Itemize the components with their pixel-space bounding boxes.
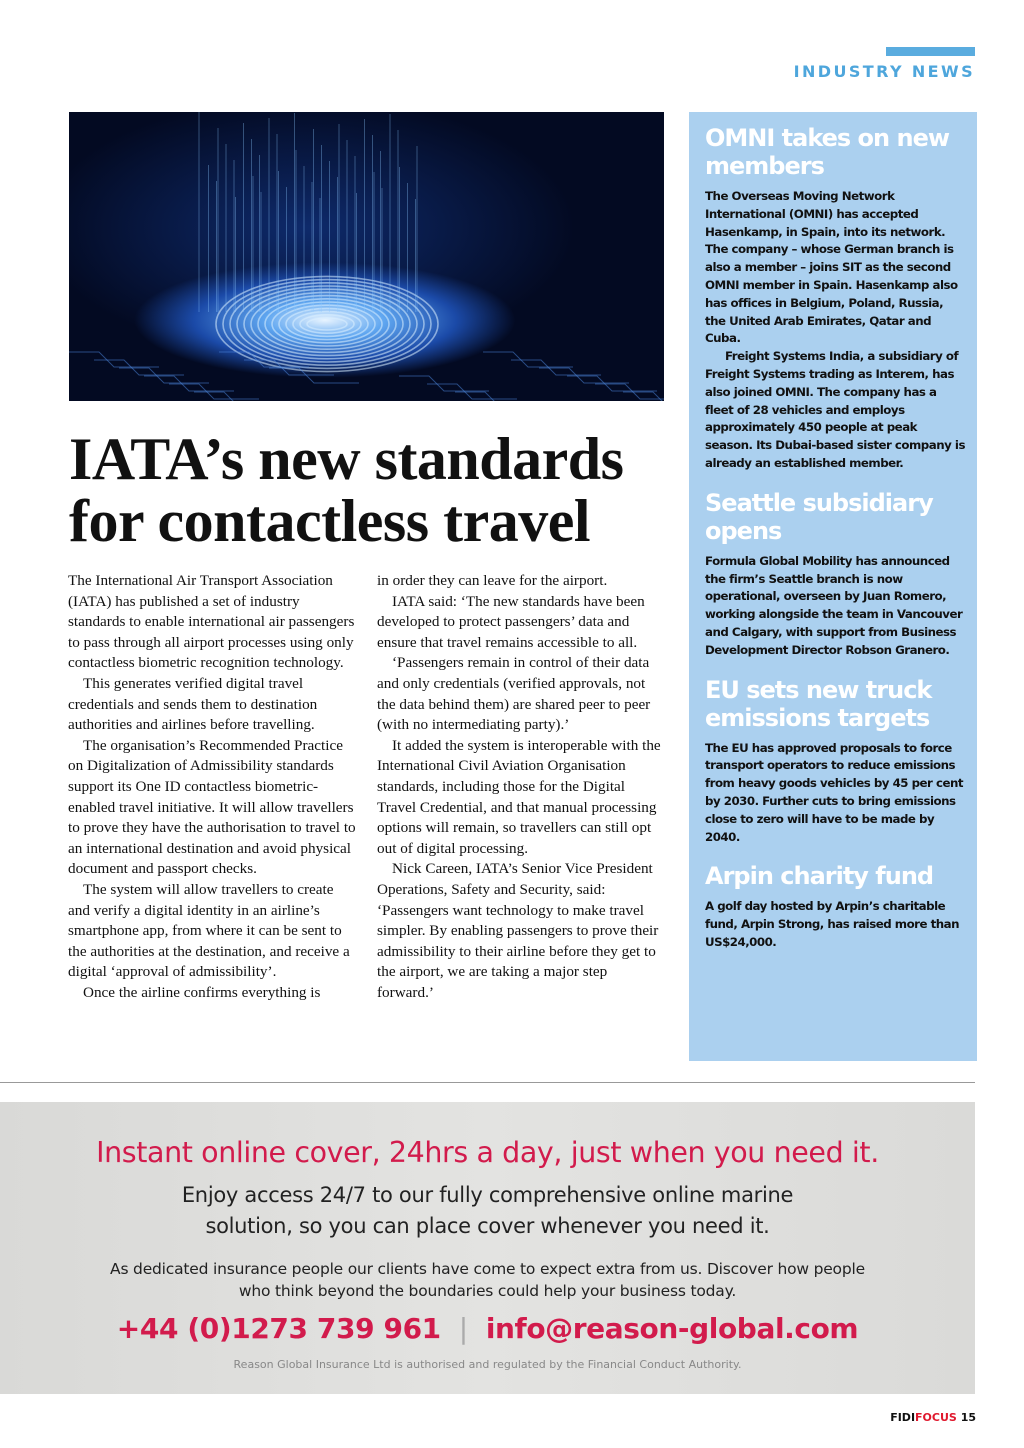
sidebar-paragraph: The EU has approved proposals to force transport operators to reduce emissions from heavy goods vehicles by 45 per cent by 2030. Further cuts to bring emissions close to zero will have to be made by 2040. — [705, 740, 963, 844]
fingerprint-graphic — [69, 112, 664, 401]
circuit-trace — [194, 392, 284, 401]
circuit-trace — [455, 392, 545, 401]
circuit-trace — [623, 392, 664, 401]
article-paragraph: Nick Careen, IATA’s Senior Vice President Operations, Safety and Security, said: ‘Passengers want technology to make travel simpler. By enabling passengers to prove their admissibility to their airline before they get to the airport, we are taking a major step forward.’ — [377, 860, 659, 1001]
sidebar-heading: OMNI takes on new members — [705, 124, 950, 180]
fingerprint-ridge — [286, 308, 368, 339]
fingerprint-ridge — [265, 299, 389, 349]
article-paragraph: ‘Passengers remain in control of their data and only credentials (verified approvals, not the data behind them) are shared peer to peer (with no intermediating party).’ — [377, 654, 651, 734]
sidebar-body — [705, 188, 967, 473]
ad-contact — [0, 1312, 975, 1345]
fingerprint-ridge — [307, 318, 347, 330]
article-title: IATA’s new standards for contactless travel — [69, 426, 624, 554]
ad-separator: | — [458, 1312, 468, 1345]
fingerprint-image — [69, 112, 664, 401]
article-paragraph: The International Air Transport Association (IATA) has published a set of industry standards to enable international air passengers to pass through all airport processes using only contactless biometric recognition technology. — [68, 572, 355, 672]
sidebar-body — [705, 553, 967, 660]
article-paragraph: The organisation’s Recommended Practice on Digitalization of Admissibility standards support its One ID contactless biometric-enabled travel initiative. It will allow travellers to prove they have the authorisation to travel to an international destination and avoid physical document and passport checks. — [68, 736, 356, 878]
news-sidebar — [689, 112, 977, 1061]
sidebar-paragraph: Formula Global Mobility has announced the firm’s Seattle branch is now operational, overseen by Juan Romero, working alongside the team in Vancouver and Calgary, with support from Business Development Director Robson Granero. — [705, 553, 963, 657]
sidebar-heading: Arpin charity fund — [705, 862, 934, 891]
fingerprint-ridge — [216, 276, 438, 371]
sidebar-body — [705, 740, 967, 847]
advertisement — [0, 1102, 975, 1394]
article-paragraph: The system will allow travellers to create and verify a digital identity in an airline’s smartphone app, from where it can be sent to the authorities at the destination, and receive a digital ‘approval of admissibility’. — [68, 880, 350, 981]
section-label: INDUSTRY NEWS — [793, 62, 975, 81]
page-number: 15 — [960, 1411, 976, 1424]
article-paragraph: Once the airline confirms everything is — [83, 983, 321, 1001]
article-paragraph: It added the system is interoperable with the International Civil Aviation Organisation standards, including those for the Digital Travel Credential, and that manual processing options will remain, so travellers can still opt out of digital processing. — [377, 736, 661, 857]
sidebar-paragraph: The Overseas Moving Network International (OMNI) has accepted Hasenkamp, in Spain, into its network. The company – whose German branch is also a member – joins SIT as the second OMNI member in Spain. Hasenkamp also has offices in Belgium, Poland, Russia, the United Arab Emirates, Qatar and Cuba. — [705, 189, 958, 346]
sidebar-paragraph: A golf day hosted by Arpin’s charitable fund, Arpin Strong, has raised more than US$24,000. — [705, 899, 959, 949]
sidebar-paragraph: Freight Systems India, a subsidiary of Freight Systems trading as Interem, has also joined OMNI. The company has a fleet of 28 vehicles and employs approximately 450 people at peak season. Its Dubai-based sister company is already an established member. — [705, 349, 965, 470]
divider — [0, 1082, 975, 1083]
sidebar-heading: Seattle subsidiary opens — [705, 488, 933, 545]
ad-phone-link[interactable]: +44 (0)1273 739 961 — [116, 1312, 441, 1345]
sidebar-body — [705, 898, 967, 951]
ad-paragraph: As dedicated insurance people our clients have come to expect extra from us. Discover how people who think beyond the boundaries could help your business today. — [110, 1260, 865, 1300]
article-column-1 — [68, 571, 358, 1003]
brand-fidi: FIDI — [890, 1411, 916, 1424]
page-folio — [890, 1411, 976, 1424]
article-paragraph: in order they can leave for the airport. — [377, 572, 608, 589]
ad-subhead: Enjoy access 24/7 to our fully comprehensive online marine solution, so you can place cover whenever you need it. — [181, 1183, 794, 1238]
article-column-2 — [377, 571, 667, 1003]
brand-focus: FOCUS — [915, 1411, 957, 1424]
article-paragraph: This generates verified digital travel credentials and sends them to destination authorities and airlines before travelling. — [68, 674, 318, 734]
article-paragraph: IATA said: ‘The new standards have been developed to protect passengers’ data and ensure that travel remains accessible to all. — [377, 592, 645, 651]
ad-email-link[interactable]: info@reason-global.com — [485, 1312, 859, 1345]
sidebar-heading: EU sets new truck emissions targets — [705, 675, 932, 732]
ad-footnote: Reason Global Insurance Ltd is authorised and regulated by the Financial Conduct Authority. — [233, 1358, 742, 1371]
section-bar — [886, 47, 975, 56]
ad-headline: Instant online cover, 24hrs a day, just when you need it. — [96, 1136, 879, 1169]
